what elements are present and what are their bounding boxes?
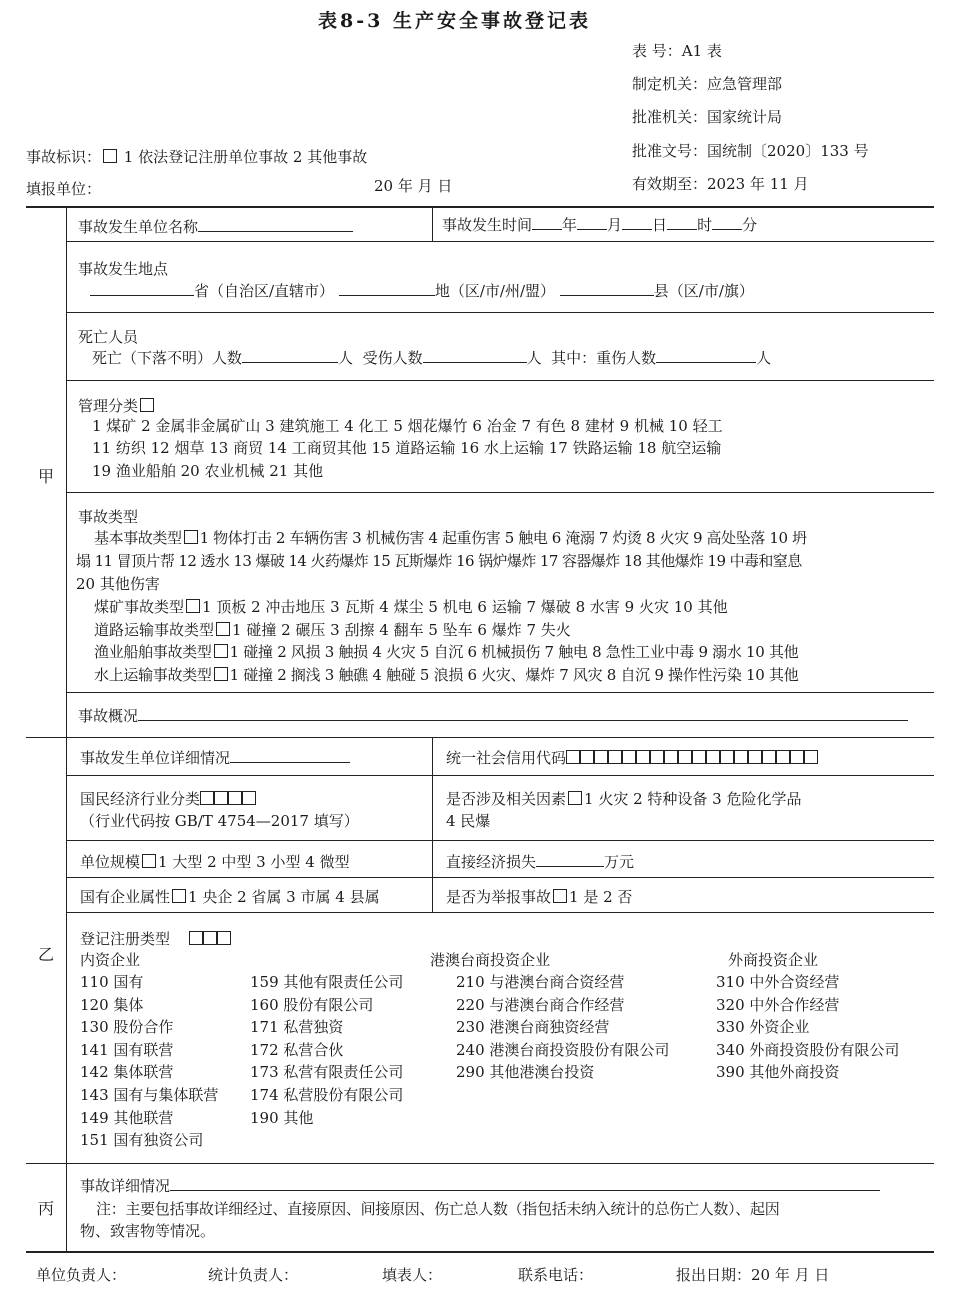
credit-code-boxes[interactable]	[566, 749, 818, 767]
section-divider	[26, 737, 934, 738]
reg-type-item: 172 私营合伙	[250, 1040, 344, 1059]
dead-count-input[interactable]	[242, 348, 338, 363]
fishing-type-line: 渔业船舶事故类型 1 碰撞 2 风损 3 触损 4 火灾 5 自沉 6 机械损伤 7 触电 8 急性工业中毒 9 溺水 10 其他	[94, 643, 799, 661]
section-label-bing: 丙	[38, 1199, 55, 1218]
summary-input[interactable]	[138, 706, 908, 721]
reg-type-item: 171 私营独资	[250, 1018, 344, 1037]
table-top-border	[26, 206, 934, 208]
detail-input[interactable]	[170, 1176, 880, 1191]
casualty-label: 死亡人员	[78, 328, 139, 346]
unit-detail-field: 事故发生单位详细情况	[80, 747, 350, 768]
credit-code-box[interactable]	[720, 750, 734, 764]
unit-detail-input[interactable]	[230, 748, 350, 763]
reg-type-item: 320 中外合作经营	[716, 995, 840, 1014]
road-type-checkbox[interactable]	[216, 622, 230, 636]
footer-report-date: 报出日期：20 年 月 日	[676, 1266, 830, 1284]
fishing-type-checkbox[interactable]	[214, 644, 228, 658]
mgmt-category-label: 管理分类	[78, 395, 156, 416]
reg-type-item: 174 私营股份有限公司	[250, 1086, 404, 1104]
meta-approver: 批准机关：国家统计局	[632, 108, 783, 126]
meta-valid-until: 有效期至：2023 年 11 月	[632, 175, 809, 193]
table-bottom-border	[26, 1251, 934, 1253]
accident-flag: 事故标识： 1 依法登记注册单位事故 2 其他事故	[26, 148, 368, 166]
reg-type-item: 210 与港澳台商合资经营	[456, 973, 625, 991]
row-divider	[66, 492, 934, 493]
industry-code-box[interactable]	[214, 791, 228, 805]
credit-code-box[interactable]	[748, 750, 762, 764]
reg-type-item: 159 其他有限责任公司	[250, 973, 404, 991]
credit-code-field: 统一社会信用代码	[446, 747, 818, 768]
reg-type-item: 110 国有	[80, 973, 144, 991]
footer-stat-head: 统计负责人：	[208, 1266, 299, 1284]
loss-field: 直接经济损失 万元	[446, 853, 635, 871]
serious-count-input[interactable]	[656, 348, 756, 363]
credit-code-box[interactable]	[566, 750, 580, 764]
footer-phone: 联系电话：	[518, 1266, 594, 1284]
row-divider	[66, 775, 934, 776]
industry-code-box[interactable]	[228, 791, 242, 805]
report-field: 是否为举报事故 1 是 2 否	[446, 888, 633, 906]
reg-type-box[interactable]	[189, 931, 203, 945]
credit-code-box[interactable]	[790, 750, 804, 764]
mgmt-options-line: 11 纺织 12 烟草 13 商贸 14 工商贸其他 15 道路运输 16 水上运输 17 铁路运输 18 航空运输	[92, 439, 722, 457]
basic-type-line: 基本事故类型 1 物体打击 2 车辆伤害 3 机械伤害 4 起重伤害 5 触电 6 淹溺 7 灼烫 8 火灾 9 高处坠落 10 坍	[94, 529, 807, 547]
injured-count-input[interactable]	[423, 348, 527, 363]
footer-filler: 填表人：	[382, 1266, 443, 1284]
detail-field: 事故详细情况	[80, 1175, 880, 1196]
unit-name-field: 事故发生单位名称	[78, 216, 353, 237]
credit-code-box[interactable]	[776, 750, 790, 764]
col-hmt-title: 港澳台商投资企业	[430, 951, 551, 969]
credit-code-box[interactable]	[608, 750, 622, 764]
mgmt-options-line: 1 煤矿 2 金属非金属矿山 3 建筑施工 4 化工 5 烟花爆竹 6 冶金 7 有色 8 建材 9 机械 10 轻工	[92, 417, 723, 435]
report-checkbox[interactable]	[553, 889, 567, 903]
row-divider	[66, 877, 934, 878]
basic-type-line: 20 其他伤害	[76, 575, 160, 593]
casualty-fields: 死亡（下落不明）人数 人 受伤人数 人 其中：重伤人数 人	[92, 349, 772, 367]
basic-type-checkbox[interactable]	[184, 530, 198, 544]
reg-type-item: 330 外资企业	[716, 1018, 810, 1037]
detail-note: 物、致害物等情况。	[80, 1222, 216, 1240]
report-date: 20 年 月 日	[374, 177, 453, 195]
location-fields: 省（自治区/直辖市） 地（区/市/州/盟） 县（区/市/旗）	[90, 280, 754, 301]
accident-type-label: 事故类型	[78, 508, 139, 526]
section-column-divider	[66, 206, 67, 1251]
form-title: 表8-3 生产安全事故登记表	[318, 10, 591, 32]
section-label-jia: 甲	[38, 467, 55, 486]
row-divider	[66, 912, 934, 913]
meta-form-number: 表 号：A1 表	[632, 42, 722, 60]
reg-type-box[interactable]	[217, 931, 231, 945]
reg-type-field: 登记注册类型	[80, 928, 231, 949]
scale-checkbox[interactable]	[142, 854, 156, 868]
industry-note: （行业代码按 GB/T 4754—2017 填写）	[80, 812, 359, 830]
minute-input[interactable]	[712, 215, 742, 230]
industry-field: 国民经济行业分类	[80, 788, 256, 809]
industry-code-boxes[interactable]	[200, 790, 256, 808]
industry-code-box[interactable]	[242, 791, 256, 805]
row-divider	[66, 312, 934, 313]
day-input[interactable]	[622, 215, 652, 230]
credit-code-box[interactable]	[706, 750, 720, 764]
row-divider	[66, 840, 934, 841]
mgmt-options-line: 19 渔业船舶 20 农业机械 21 其他	[92, 462, 324, 480]
soe-field: 国有企业属性 1 央企 2 省属 3 市属 4 县属	[80, 888, 380, 906]
credit-code-box[interactable]	[692, 750, 706, 764]
detail-note: 注：主要包括事故详细经过、直接原因、间接原因、伤亡总人数（指包括未纳入统计的总伤亡人数）、起因	[96, 1200, 780, 1218]
water-type-checkbox[interactable]	[214, 667, 228, 681]
coal-type-checkbox[interactable]	[186, 599, 200, 613]
footer-unit-head: 单位负责人：	[36, 1266, 127, 1284]
section-label-yi: 乙	[38, 945, 55, 964]
reg-type-item: 142 集体联营	[80, 1063, 174, 1082]
credit-code-box[interactable]	[734, 750, 748, 764]
cell-divider	[432, 737, 433, 912]
factors-checkbox[interactable]	[568, 791, 582, 805]
county-input[interactable]	[560, 281, 654, 296]
month-input[interactable]	[577, 215, 607, 230]
section-divider	[26, 1163, 934, 1164]
credit-code-box[interactable]	[664, 750, 678, 764]
meta-approval-number: 批准文号：国统制〔2020〕133 号	[632, 142, 869, 160]
credit-code-box[interactable]	[622, 750, 636, 764]
reg-type-item: 143 国有与集体联营	[80, 1086, 219, 1104]
accident-time-field: 事故发生时间 年 月 日 时 分	[442, 216, 758, 234]
water-type-line: 水上运输事故类型 1 碰撞 2 搁浅 3 触礁 4 触碰 5 浪损 6 火灾、爆炸 7 风灾 8 自沉 9 操作性污染 10 其他	[94, 666, 799, 684]
credit-code-box[interactable]	[580, 750, 594, 764]
reporter-unit-label: 填报单位：	[26, 180, 102, 198]
credit-code-box[interactable]	[678, 750, 692, 764]
col-domestic-title: 内资企业	[80, 951, 141, 969]
unit-name-input[interactable]	[198, 217, 353, 232]
basic-type-line: 塌 11 冒顶片帮 12 透水 13 爆破 14 火药爆炸 15 瓦斯爆炸 16 锅炉爆炸 17 容器爆炸 18 其他爆炸 19 中毒和窒息	[76, 552, 802, 570]
hour-input[interactable]	[667, 215, 697, 230]
year-input[interactable]	[532, 215, 562, 230]
reg-type-boxes[interactable]	[189, 930, 231, 948]
soe-checkbox[interactable]	[172, 889, 186, 903]
scale-field: 单位规模 1 大型 2 中型 3 小型 4 微型	[80, 853, 350, 871]
credit-code-box[interactable]	[804, 750, 818, 764]
credit-code-box[interactable]	[650, 750, 664, 764]
accident-flag-checkbox[interactable]	[103, 149, 117, 163]
reg-type-item: 149 其他联营	[80, 1108, 174, 1127]
row-divider	[66, 241, 934, 242]
reg-type-item: 141 国有联营	[80, 1040, 174, 1059]
factors-field: 是否涉及相关因素 1 火灾 2 特种设备 3 危险化学品	[446, 790, 802, 808]
summary-field: 事故概况	[78, 705, 908, 726]
credit-code-box[interactable]	[762, 750, 776, 764]
reg-type-item: 390 其他外商投资	[716, 1063, 840, 1082]
mgmt-category-checkbox[interactable]	[140, 398, 154, 412]
row-divider	[66, 380, 934, 381]
reg-type-item: 310 中外合资经营	[716, 973, 840, 991]
industry-code-box[interactable]	[200, 791, 214, 805]
credit-code-box[interactable]	[594, 750, 608, 764]
reg-type-item: 130 股份合作	[80, 1018, 174, 1037]
prefecture-input[interactable]	[339, 281, 435, 296]
loss-input[interactable]	[536, 852, 604, 867]
reg-type-item: 290 其他港澳台投资	[456, 1063, 595, 1082]
factors-options-2: 4 民爆	[446, 812, 491, 830]
reg-type-item: 151 国有独资公司	[80, 1131, 204, 1150]
reg-type-box[interactable]	[203, 931, 217, 945]
row-divider	[66, 692, 934, 693]
reg-type-item: 230 港澳台商独资经营	[456, 1018, 610, 1037]
reg-type-item: 220 与港澳台商合作经营	[456, 995, 625, 1014]
coal-type-line: 煤矿事故类型 1 顶板 2 冲击地压 3 瓦斯 4 煤尘 5 机电 6 运输 7 爆破 8 水害 9 火灾 10 其他	[94, 598, 728, 616]
cell-divider	[432, 206, 433, 241]
reg-type-item: 120 集体	[80, 995, 144, 1014]
reg-type-item: 160 股份有限公司	[250, 995, 374, 1014]
location-label: 事故发生地点	[78, 260, 169, 278]
province-input[interactable]	[90, 281, 194, 296]
credit-code-box[interactable]	[636, 750, 650, 764]
reg-type-item: 190 其他	[250, 1108, 314, 1127]
road-type-line: 道路运输事故类型 1 碰撞 2 碾压 3 刮擦 4 翻车 5 坠车 6 爆炸 7 失火	[94, 621, 571, 639]
reg-type-item: 173 私营有限责任公司	[250, 1063, 404, 1082]
col-foreign-title: 外商投资企业	[728, 951, 819, 969]
reg-type-item: 340 外商投资股份有限公司	[716, 1040, 900, 1059]
reg-type-item: 240 港澳台商投资股份有限公司	[456, 1040, 670, 1059]
meta-issuer: 制定机关：应急管理部	[632, 75, 783, 93]
